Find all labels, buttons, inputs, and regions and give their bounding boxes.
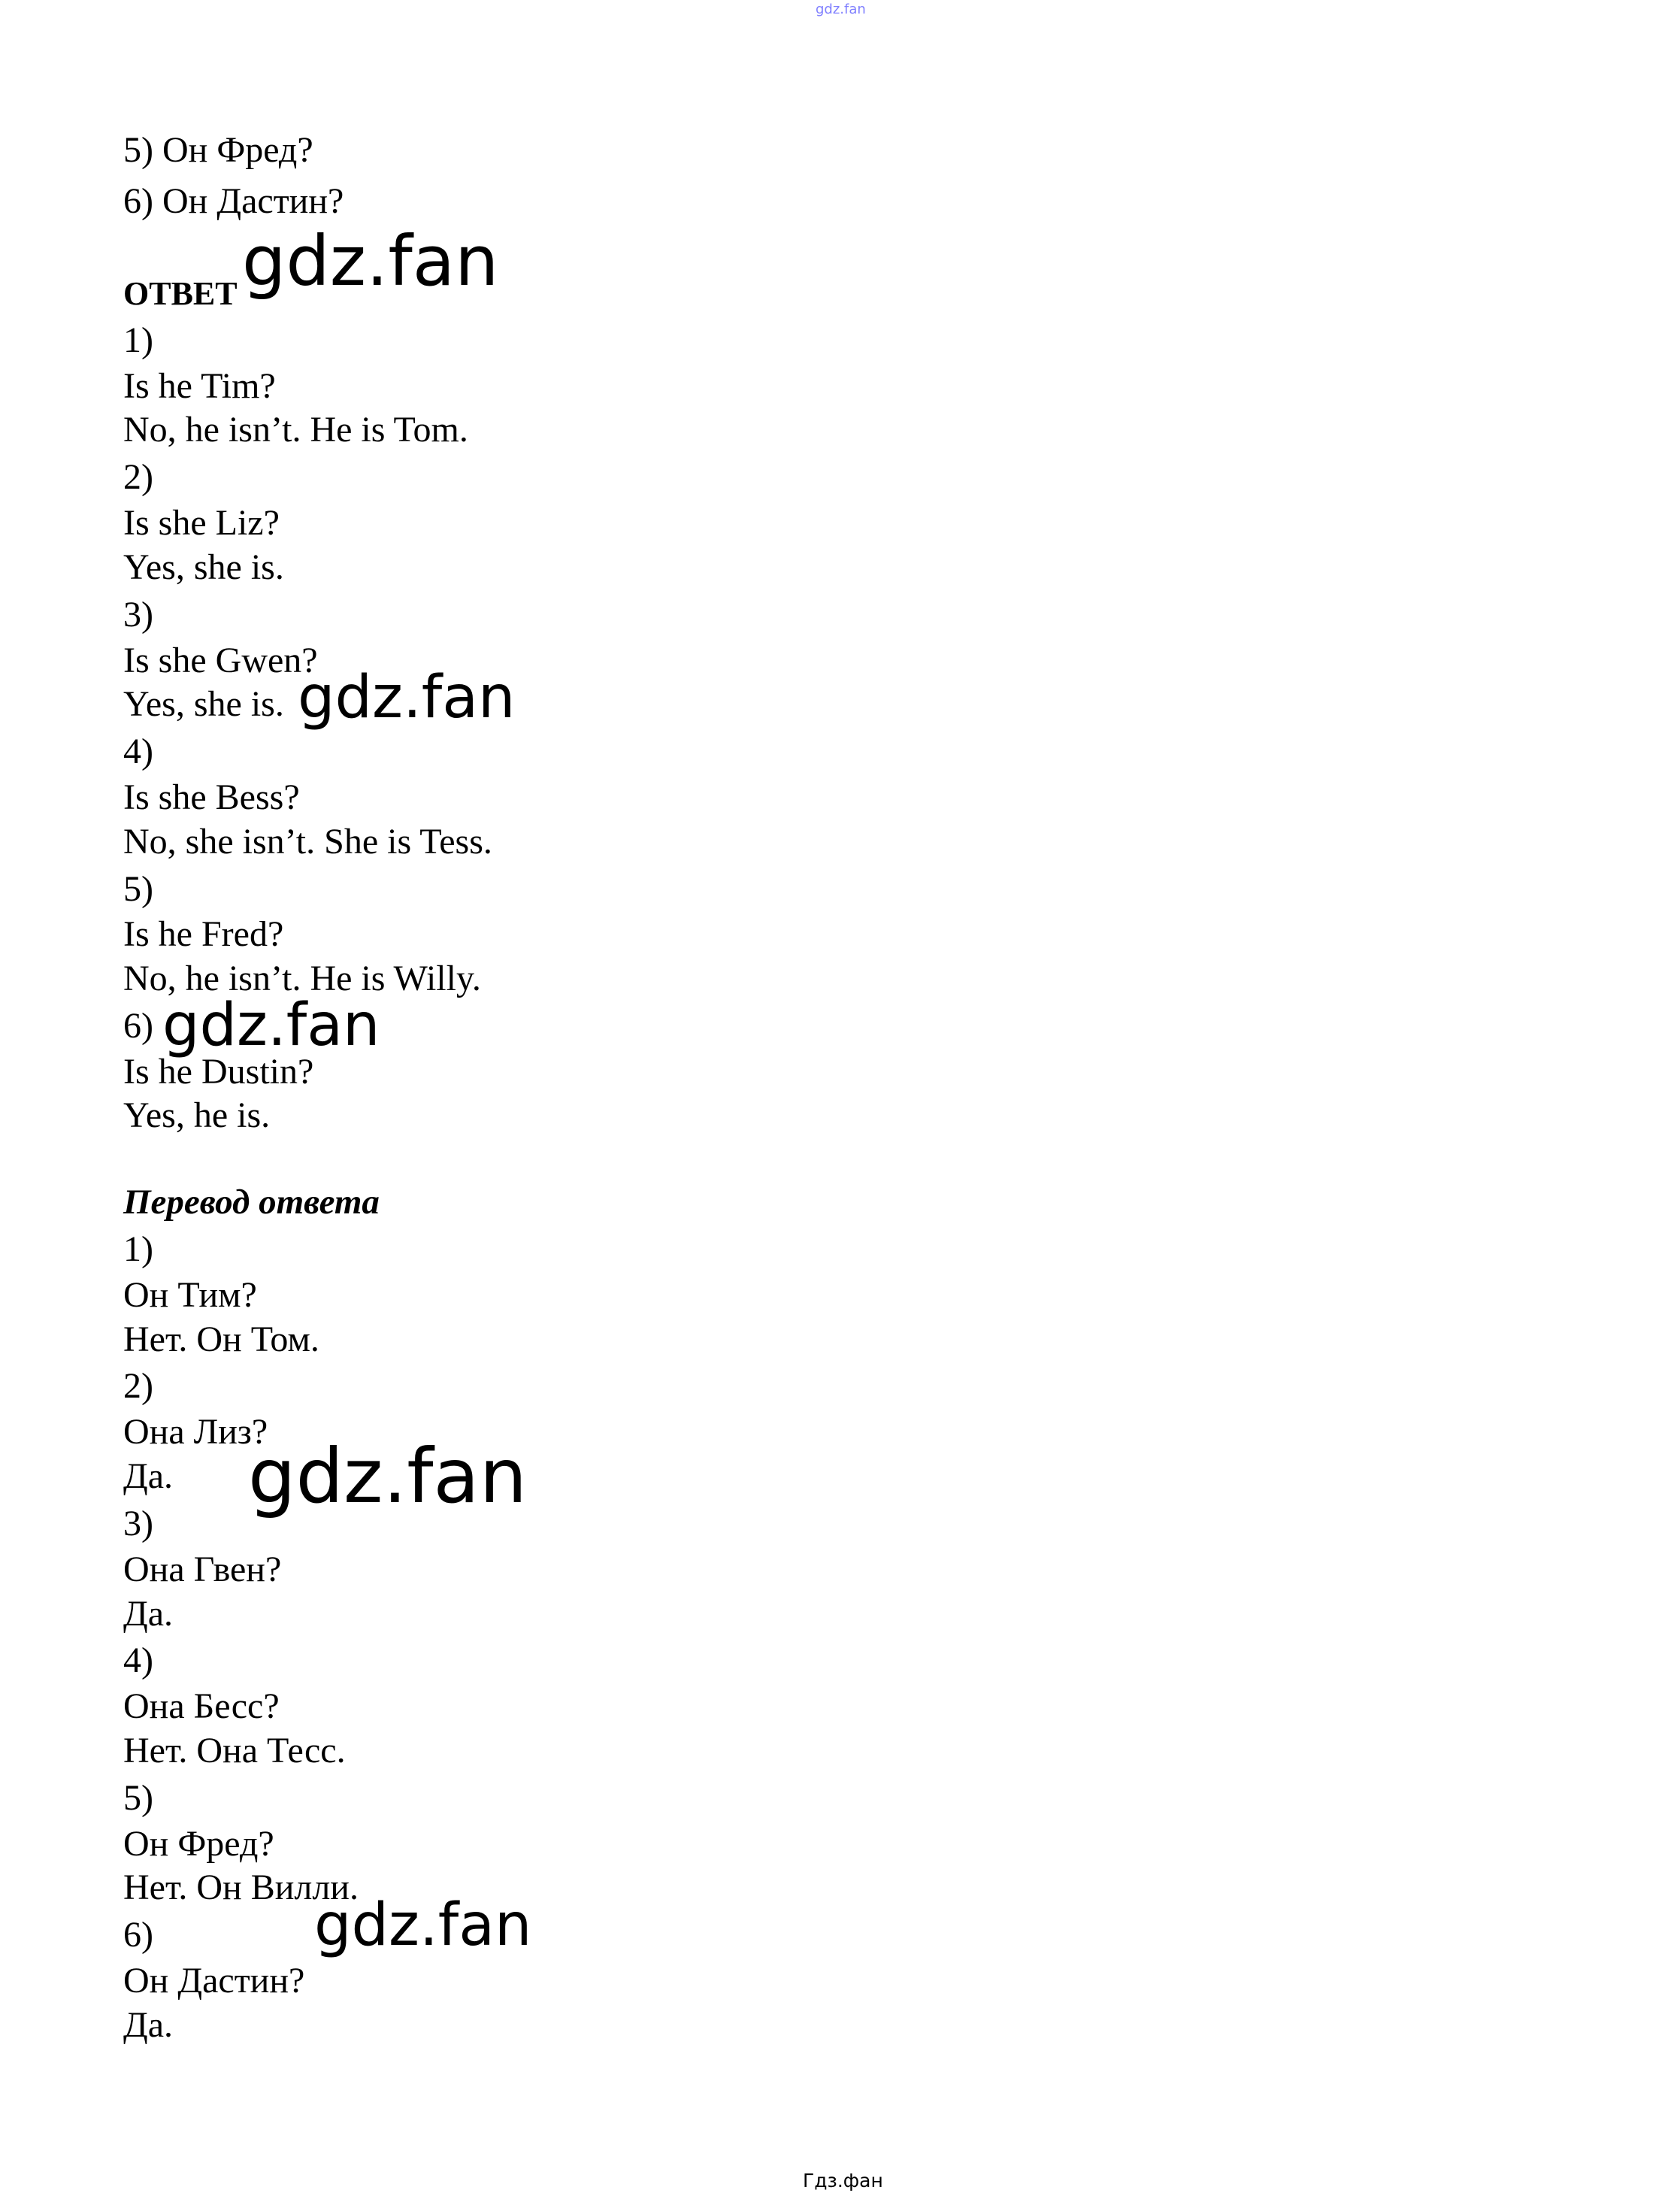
watermark: gdz.fan [242,221,499,301]
answer-reply: No, she isn’t. She is Tess. [123,822,492,862]
translation-reply: Да. [123,1594,174,1634]
translation-number: 1) [123,1229,153,1269]
translation-question: Он Фред? [123,1824,274,1864]
translation-question: Она Бесс? [123,1686,280,1726]
answer-number: 4) [123,732,153,771]
answer-number: 3) [123,595,153,635]
watermark: gdz.fan [248,1432,528,1520]
page-footer: Гдз.фан [803,2170,883,2191]
answer-reply: No, he isn’t. He is Tom. [123,410,468,450]
translation-number: 6) [123,1915,153,1955]
answer-question: Is she Gwen? [123,641,318,680]
translation-number: 3) [123,1504,153,1543]
question-line: 6) Он Дастин? [123,181,344,221]
translation-reply: Да. [123,2005,174,2045]
answer-number: 6) [123,1006,153,1046]
watermark: gdz.fan [314,1892,532,1959]
answer-reply: Yes, he is. [123,1095,271,1135]
question-line: 5) Он Фред? [123,130,313,170]
translation-number: 4) [123,1640,153,1680]
site-mark: gdz.fan [816,2,866,17]
answer-number: 5) [123,869,153,909]
watermark: gdz.fan [162,992,380,1059]
translation-question: Он Дастин? [123,1961,305,2001]
answer-number: 2) [123,457,153,497]
translation-reply: Нет. Он Вилли. [123,1867,359,1907]
answer-question: Is he Fred? [123,914,284,954]
translation-reply: Да. [123,1456,174,1496]
translation-question: Она Гвен? [123,1549,282,1589]
translation-number: 5) [123,1778,153,1818]
answer-reply: No, he isn’t. He is Willy. [123,959,481,998]
answer-heading: ОТВЕТ [123,275,238,312]
answer-reply: Yes, she is. [123,547,284,587]
translation-number: 2) [123,1366,153,1406]
translation-reply: Нет. Он Том. [123,1319,319,1359]
answer-number: 1) [123,320,153,360]
answer-question: Is she Bess? [123,777,300,817]
answer-question: Is he Tim? [123,366,276,406]
translation-heading: Перевод ответа [123,1183,380,1222]
answer-reply: Yes, she is. [123,684,284,724]
watermark: gdz.fan [298,664,516,732]
answer-question: Is she Liz? [123,503,280,543]
translation-question: Она Лиз? [123,1412,268,1452]
answer-question: Is he Dustin? [123,1052,314,1092]
translation-question: Он Тим? [123,1275,257,1315]
translation-reply: Нет. Она Тесс. [123,1731,346,1770]
